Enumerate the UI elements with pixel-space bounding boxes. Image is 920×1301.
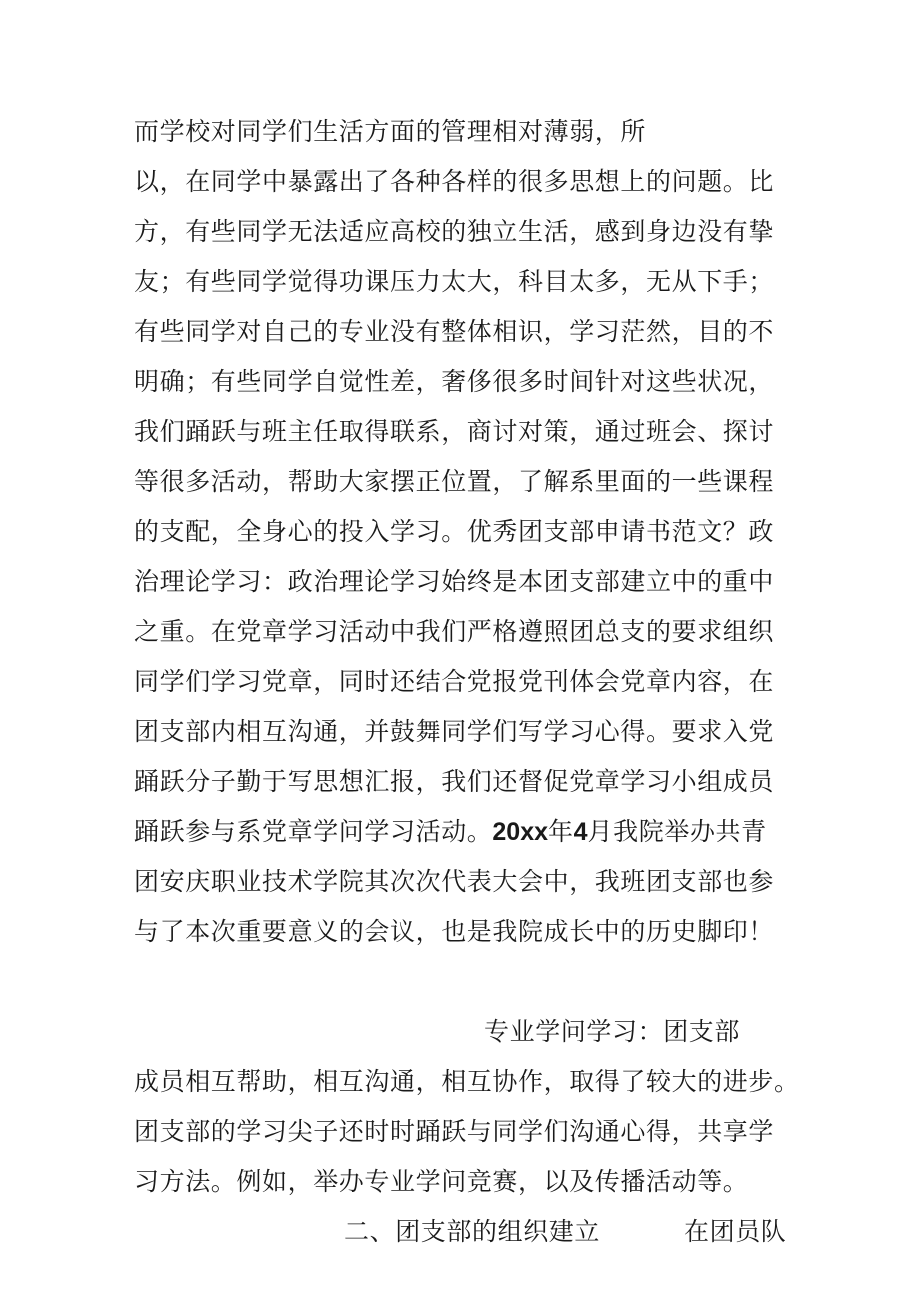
text-line: 之重。在党章学习活动中我们严格遵照团总支的要求组织 <box>134 617 775 646</box>
text-line: 成员相互帮助，相互沟通，相互协作，取得了较大的进步。 <box>134 1067 800 1096</box>
section-heading-inline: 专业学问学习：团支部 <box>484 1017 741 1046</box>
text-line-with-date <box>134 812 824 852</box>
text-line: 在团员队 <box>684 1217 787 1246</box>
text-line: 踊跃分子勤于写思想汇报，我们还督促党章学习小组成员 <box>134 767 775 796</box>
month-text: 4 <box>573 818 588 846</box>
text-line: 与了本次重要意义的会议，也是我院成长中的历史脚印！ <box>134 917 775 946</box>
text-line: 有些同学对自己的专业没有整体相识，学习茫然，目的不 <box>134 317 775 346</box>
text-segment: 踊跃参与系党章学问学习活动。 <box>134 817 493 846</box>
text-line: 明确；有些同学自觉性差，奢侈很多时间针对这些状况， <box>134 367 775 396</box>
text-line: 习方法。例如，举办专业学问竞赛，以及传播活动等。 <box>134 1167 749 1196</box>
text-line: 团安庆职业技术学院其次次代表大会中，我班团支部也参 <box>134 867 775 896</box>
text-line: 治理论学习：政治理论学习始终是本团支部建立中的重中 <box>134 567 775 596</box>
text-line: 团支部的学习尖子还时时踊跃与同学们沟通心得，共享学 <box>134 1117 775 1146</box>
text-line: 等很多活动，帮助大家摆正位置，了解系里面的一些课程 <box>134 467 775 496</box>
text-line: 而学校对同学们生活方面的管理相对薄弱，所 <box>134 117 647 146</box>
text-segment: 月我院举办共青 <box>587 817 767 846</box>
section-heading: 二、团支部的组织建立 <box>344 1217 601 1246</box>
year-unit-text: 年 <box>548 817 574 846</box>
text-line: 友；有些同学觉得功课压力太大，科目太多，无从下手； <box>134 267 775 296</box>
text-line: 以，在同学中暴露出了各种各样的很多思想上的问题。比 <box>134 167 775 196</box>
text-line: 我们踊跃与班主任取得联系，商讨对策，通过班会、探讨 <box>134 417 775 446</box>
text-line: 方，有些同学无法适应高校的独立生活，感到身边没有挚 <box>134 217 775 246</box>
text-line: 同学们学习党章，同时还结合党报党刊体会党章内容，在 <box>134 667 775 696</box>
text-line: 的支配，全身心的投入学习。优秀团支部申请书范文？政 <box>134 517 775 546</box>
text-line: 团支部内相互沟通，并鼓舞同学们写学习心得。要求入党 <box>134 717 775 746</box>
year-text: 20xx <box>492 818 549 846</box>
